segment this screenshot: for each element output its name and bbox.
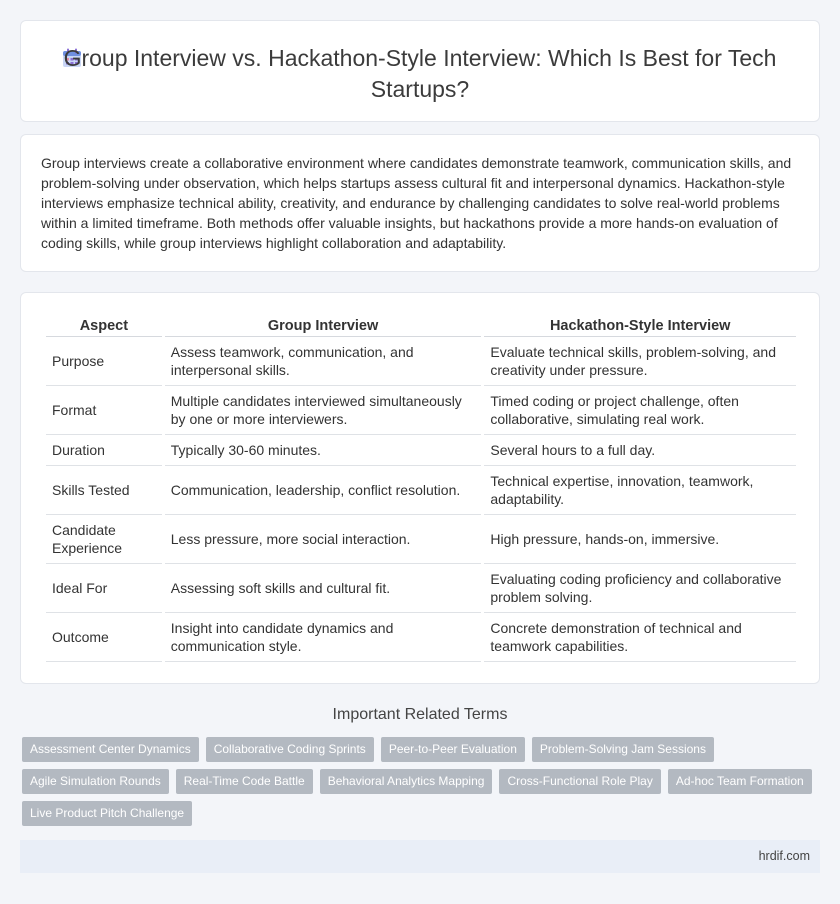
table-row [46, 515, 796, 564]
related-term-tag[interactable]: Real-Time Code Battle [176, 769, 313, 794]
row-hackathon-value: Technical expertise, innovation, teamwork, adaptability. [484, 466, 796, 515]
related-term-tag[interactable]: Agile Simulation Rounds [22, 769, 169, 794]
row-group-value: Multiple candidates interviewed simultaneously by one or more interviewers. [165, 386, 482, 435]
row-group-value: Less pressure, more social interaction. [165, 515, 482, 564]
row-aspect: Purpose [46, 337, 162, 386]
footer-site-link[interactable]: hrdif.com [758, 849, 810, 863]
row-aspect: Format [46, 386, 162, 435]
row-aspect: Ideal For [46, 564, 162, 613]
row-group-value: Assess teamwork, communication, and interpersonal skills. [165, 337, 482, 386]
row-aspect: Outcome [46, 613, 162, 662]
related-terms-title: Important Related Terms [332, 706, 508, 723]
related-terms-list [22, 737, 818, 826]
header-aspect: Aspect [46, 315, 162, 337]
row-hackathon-value: Concrete demonstration of technical and teamwork capabilities. [484, 613, 796, 662]
table-row [46, 466, 796, 515]
row-hackathon-value: High pressure, hands-on, immersive. [484, 515, 796, 564]
page-title: Group Interview vs. Hackathon-Style Interview: Which Is Best for Tech Startups? [63, 45, 777, 102]
footer [20, 840, 820, 873]
related-term-tag[interactable]: Problem-Solving Jam Sessions [532, 737, 714, 762]
table-row [46, 337, 796, 386]
table-row [46, 386, 796, 435]
title-card [20, 20, 820, 122]
related-term-tag[interactable]: Behavioral Analytics Mapping [320, 769, 493, 794]
row-group-value: Assessing soft skills and cultural fit. [165, 564, 482, 613]
related-term-tag[interactable]: Assessment Center Dynamics [22, 737, 199, 762]
row-hackathon-value: Timed coding or project challenge, often collaborative, simulating real work. [484, 386, 796, 435]
table-row [46, 564, 796, 613]
row-group-value: Communication, leadership, conflict resolution. [165, 466, 482, 515]
related-term-tag[interactable]: Peer-to-Peer Evaluation [381, 737, 525, 762]
table-header-row [46, 315, 796, 337]
header-hackathon-interview: Hackathon-Style Interview [484, 315, 796, 337]
row-group-value: Insight into candidate dynamics and communication style. [165, 613, 482, 662]
related-term-tag[interactable]: Collaborative Coding Sprints [206, 737, 374, 762]
related-term-tag[interactable]: Live Product Pitch Challenge [22, 801, 192, 826]
comparison-card [20, 292, 820, 684]
row-hackathon-value: Evaluate technical skills, problem-solving, and creativity under pressure. [484, 337, 796, 386]
row-hackathon-value: Several hours to a full day. [484, 435, 796, 466]
related-term-tag[interactable]: Cross-Functional Role Play [499, 769, 660, 794]
row-hackathon-value: Evaluating coding proficiency and collaborative problem solving. [484, 564, 796, 613]
row-aspect: Skills Tested [46, 466, 162, 515]
table-row [46, 613, 796, 662]
intro-card [20, 134, 820, 272]
table-row [46, 435, 796, 466]
row-group-value: Typically 30-60 minutes. [165, 435, 482, 466]
related-term-tag[interactable]: Ad-hoc Team Formation [668, 769, 812, 794]
row-aspect: Candidate Experience [46, 515, 162, 564]
comparison-table [43, 315, 799, 662]
row-aspect: Duration [46, 435, 162, 466]
header-group-interview: Group Interview [165, 315, 482, 337]
intro-paragraph: Group interviews create a collaborative environment where candidates demonstrate teamwork, communication skills, and problem-solving under observation, which helps startups assess cultural fit and interpersonal dynamics. Hackathon-style interviews emphasize technical ability, creativity, and endurance by challenging candidates to solve real-world problems within a limited timeframe. Both methods offer valuable insights, but hackathons provide a more hands-on evaluation of coding skills, while group interviews highlight collaboration and adaptability. [41, 155, 792, 251]
